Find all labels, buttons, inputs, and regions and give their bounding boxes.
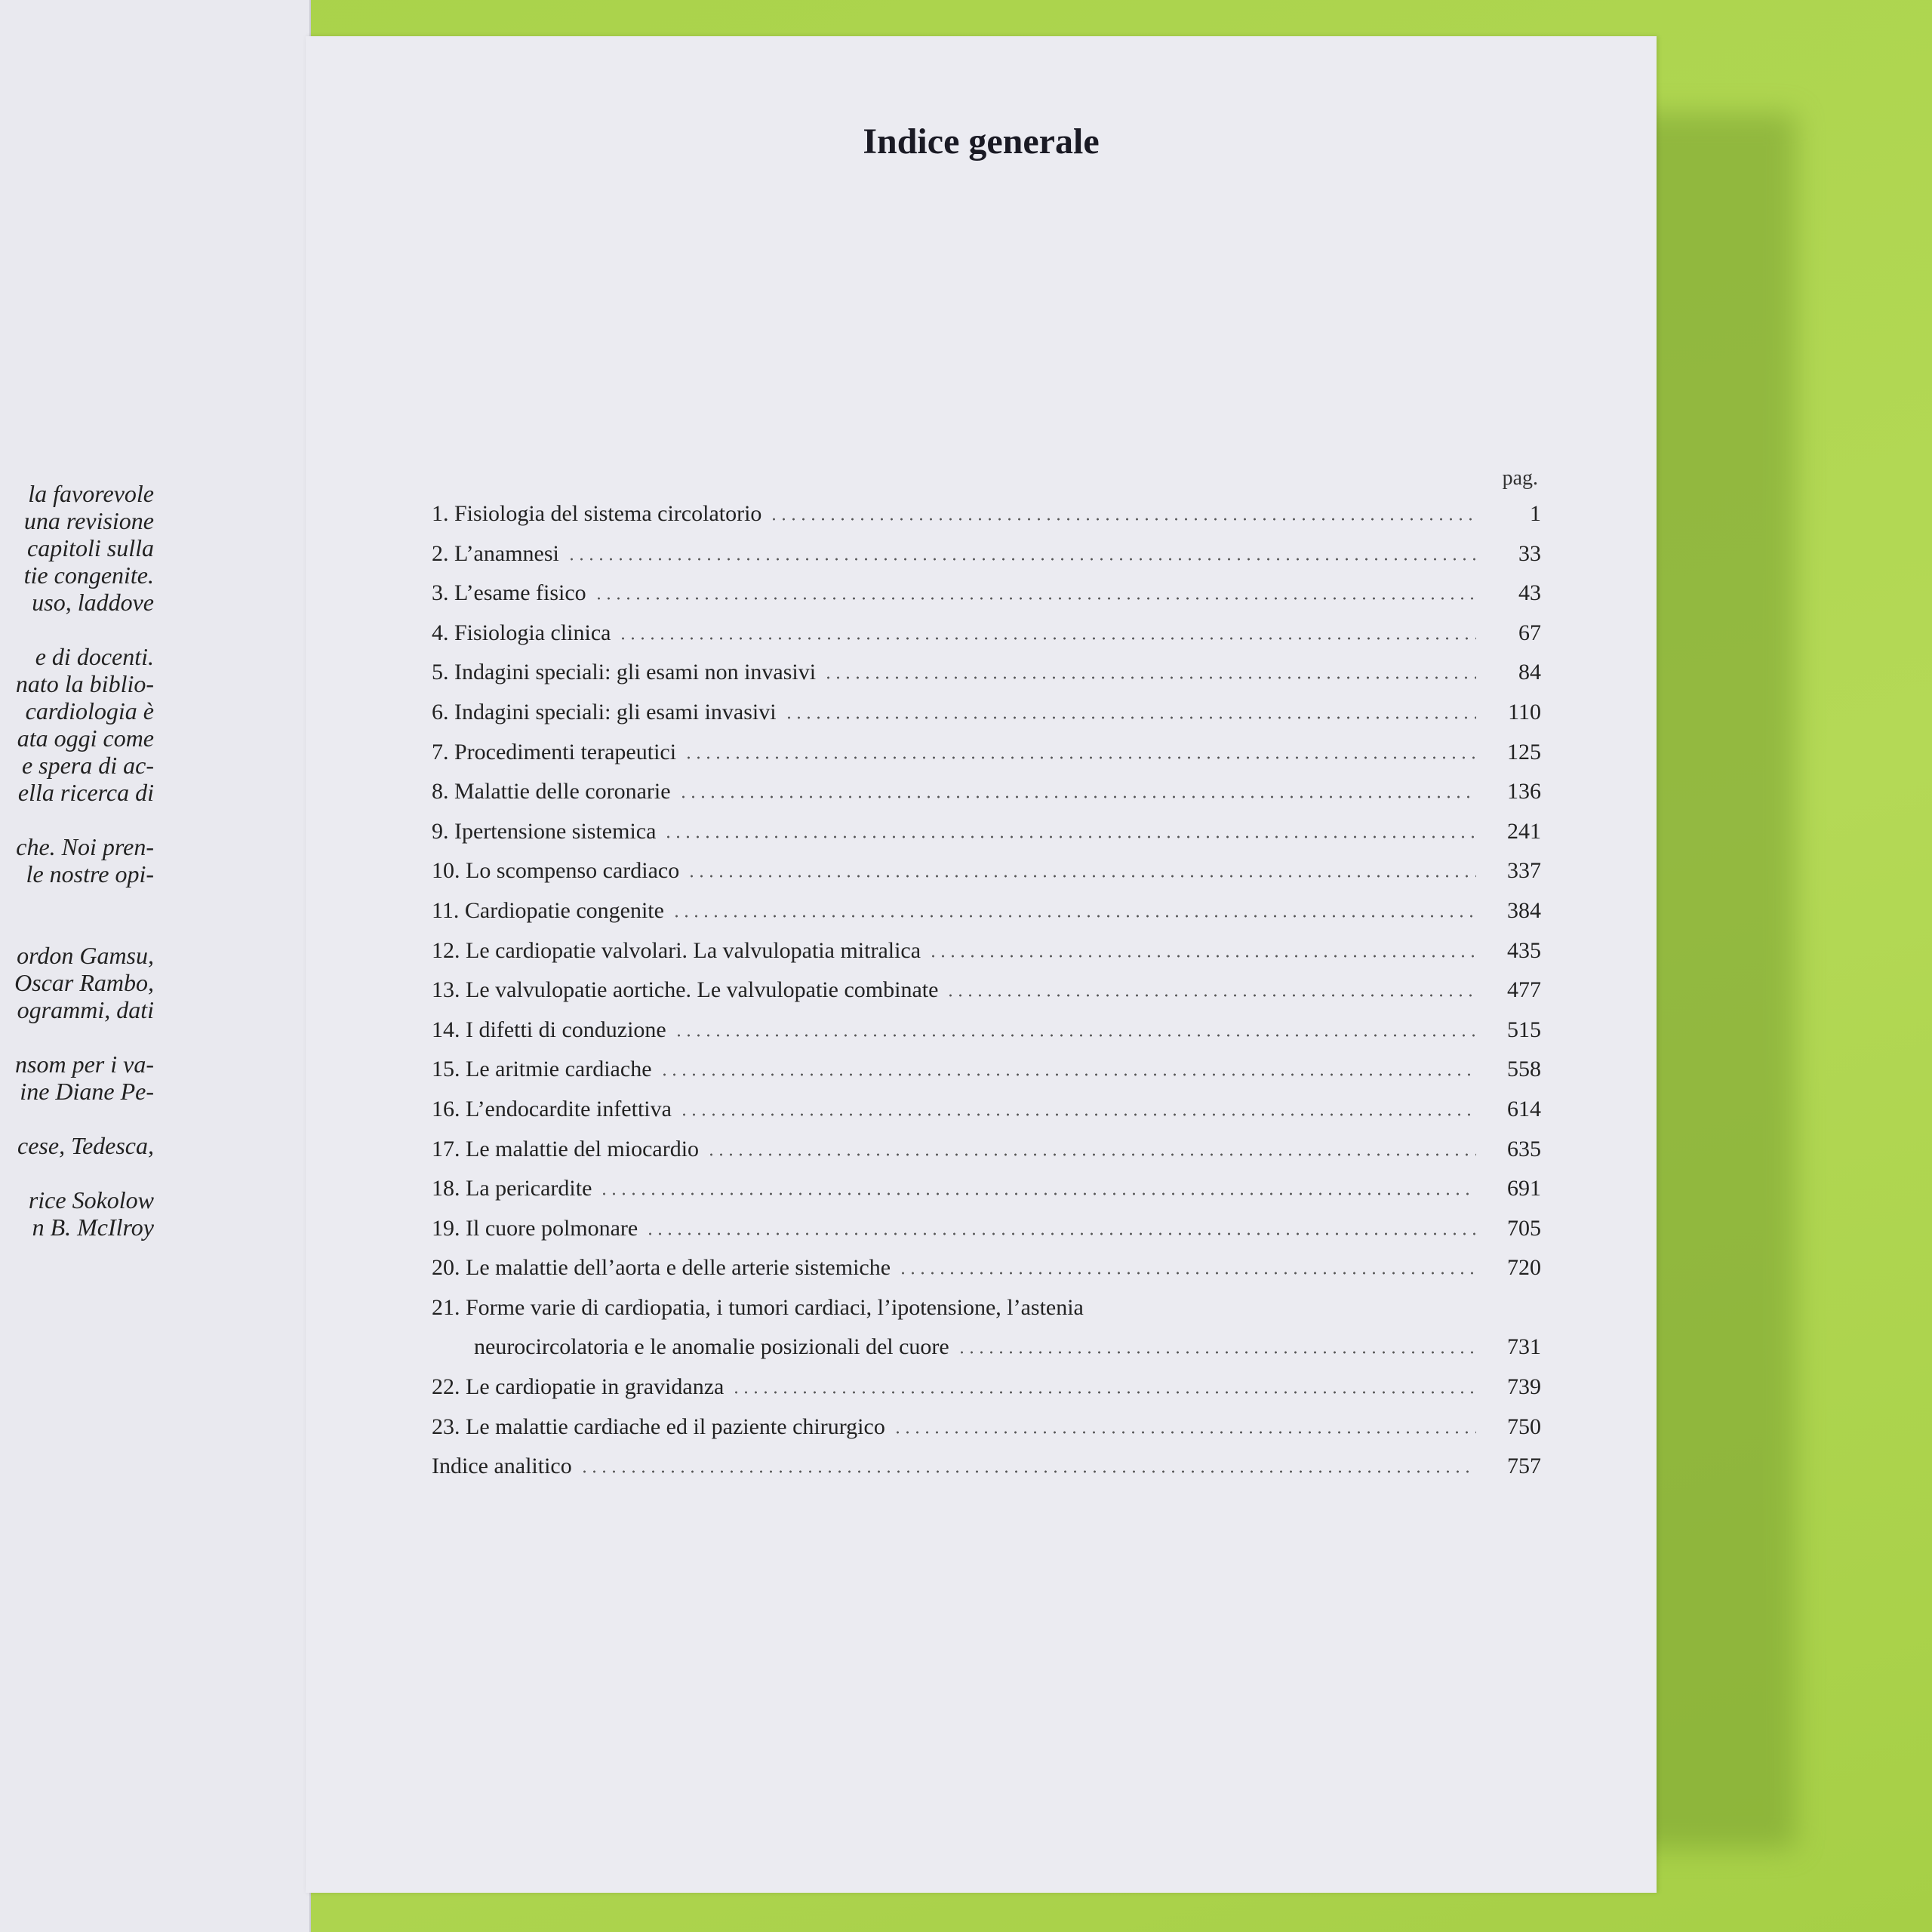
right-page <box>306 36 1657 1893</box>
left-page-line <box>14 888 154 915</box>
dot-leader <box>663 835 1476 838</box>
left-page-line: cese, Tedesca, <box>17 1132 154 1159</box>
toc-entry <box>432 938 1541 978</box>
toc-entry-label: 11. Cardiopatie congenite <box>432 897 664 923</box>
toc-entry-page: 739 <box>1507 1374 1541 1400</box>
toc-entry <box>432 1374 1541 1414</box>
toc-entry <box>432 819 1541 859</box>
dot-leader <box>674 1034 1476 1037</box>
toc-entry-label: 21. Forme varie di cardiopatia, i tumori cardiaci, l’ipotensione, l’astenia <box>432 1294 1084 1320</box>
toc-entry-label: 7. Procedimenti terapeutici <box>432 739 677 764</box>
toc-entry-label: 20. Le malattie dell’aorta e delle arterie sistemiche <box>432 1255 891 1281</box>
dot-leader <box>823 676 1476 679</box>
dot-leader <box>731 1391 1476 1394</box>
toc-entry-page: 705 <box>1507 1215 1541 1241</box>
toc-entry-page: 1 <box>1530 501 1541 526</box>
toc-entry-page: 384 <box>1507 897 1541 923</box>
left-page-line: nsom per i va- <box>15 1051 154 1078</box>
toc-entry <box>432 740 1541 780</box>
toc-entry <box>432 1216 1541 1256</box>
toc-entry-label: 10. Lo scompenso cardiaco <box>432 858 680 884</box>
toc-entry-label: 18. La pericardite <box>432 1176 592 1201</box>
toc-entry <box>432 1414 1541 1454</box>
page-title: Indice generale <box>863 122 1100 162</box>
left-page-line <box>14 1023 154 1051</box>
left-page-line: tie congenite. <box>23 561 154 589</box>
toc-entry-label: 8. Malattie delle coronarie <box>432 779 671 804</box>
toc-entry-page: 435 <box>1507 937 1541 963</box>
dot-leader <box>678 795 1476 798</box>
toc-entry-label: 19. Il cuore polmonare <box>432 1215 638 1241</box>
toc-entry-label: 2. L’anamnesi <box>432 540 559 566</box>
dot-leader <box>687 875 1476 878</box>
dot-leader <box>660 1073 1476 1076</box>
toc-entry-page: 614 <box>1507 1096 1541 1121</box>
left-page-line: ella ricerca di <box>17 779 154 806</box>
toc-entry-label: 17. Le malattie del miocardio <box>432 1136 700 1161</box>
toc-entry-label: 16. L’endocardite infettiva <box>432 1096 672 1121</box>
dot-leader <box>618 637 1476 640</box>
page-column-label: pag. <box>1502 466 1538 490</box>
left-page-line: una revisione <box>23 507 154 534</box>
left-page-line <box>14 1159 154 1186</box>
toc-entry-label: Indice analitico <box>432 1454 572 1479</box>
dot-leader <box>706 1153 1476 1156</box>
toc-entry <box>432 1255 1541 1295</box>
dot-leader <box>928 955 1476 958</box>
left-page-line: e spera di ac- <box>21 752 154 779</box>
toc-entry-label: 1. Fisiologia del sistema circolatorio <box>432 501 762 526</box>
left-page-line: ordon Gamsu, <box>17 942 154 969</box>
toc-entry-page: 33 <box>1518 540 1541 566</box>
dot-leader <box>594 597 1476 600</box>
toc-entry-page: 337 <box>1507 858 1541 884</box>
toc-entry <box>432 898 1541 938</box>
left-page-line <box>14 806 154 833</box>
toc-entry-label: 5. Indagini speciali: gli esami non invasivi <box>432 660 817 685</box>
toc-entry-page: 136 <box>1507 779 1541 804</box>
toc-entry <box>432 1295 1541 1335</box>
toc-entry <box>432 858 1541 898</box>
toc-entry-page: 477 <box>1507 977 1541 1003</box>
toc-entry <box>432 1137 1541 1177</box>
toc-entry <box>432 1454 1541 1494</box>
toc-entry-page: 558 <box>1507 1057 1541 1082</box>
left-page-line: uso, laddove <box>32 589 154 616</box>
toc-entry-page: 635 <box>1507 1136 1541 1161</box>
toc-entry <box>432 1176 1541 1216</box>
toc-entry-label: 15. Le aritmie cardiache <box>432 1057 652 1082</box>
left-page-line <box>14 616 154 643</box>
toc-entry-page: 515 <box>1507 1017 1541 1042</box>
left-page-line: nato la biblio- <box>15 670 154 697</box>
toc-entry-page: 691 <box>1507 1176 1541 1201</box>
toc-entry <box>432 1017 1541 1057</box>
dot-leader <box>672 915 1476 918</box>
dot-leader <box>645 1232 1476 1235</box>
toc-entry <box>432 660 1541 700</box>
toc-entry <box>432 779 1541 819</box>
toc-entry <box>432 541 1541 581</box>
toc-entry-label: 14. I difetti di conduzione <box>432 1017 666 1042</box>
dot-leader <box>957 1351 1476 1354</box>
toc-entry-continuation <box>432 1334 1541 1374</box>
toc-entry-label: 6. Indagini speciali: gli esami invasivi <box>432 699 777 724</box>
left-page-line: la favorevole <box>28 480 154 507</box>
left-page-line: ata oggi come <box>17 724 154 752</box>
dot-leader <box>567 558 1476 561</box>
left-page-line: rice Sokolow <box>28 1186 154 1214</box>
left-page-line: le nostre opi- <box>26 860 154 888</box>
left-page-line: ogrammi, dati <box>17 996 154 1023</box>
toc-entry-page: 84 <box>1518 660 1541 685</box>
toc-entry-label: neurocircolatoria e le anomalie posizionali del cuore <box>474 1334 949 1360</box>
left-page-line: capitoli sulla <box>27 534 154 561</box>
toc-entry <box>432 700 1541 740</box>
dot-leader <box>784 716 1476 719</box>
left-page-line: che. Noi pren- <box>16 833 154 860</box>
toc-entry-label: 3. L’esame fisico <box>432 580 586 606</box>
toc-entry-label: 23. Le malattie cardiache ed il paziente chirurgico <box>432 1414 885 1439</box>
left-page <box>0 0 311 1932</box>
toc-entry-label: 22. Le cardiopatie in gravidanza <box>432 1374 724 1400</box>
toc-entry <box>432 620 1541 660</box>
left-page-text <box>14 480 154 1241</box>
toc-entry-label: 13. Le valvulopatie aortiche. Le valvulopatie combinate <box>432 977 939 1003</box>
left-page-line: Oscar Rambo, <box>14 969 154 996</box>
toc-entry-page: 720 <box>1507 1255 1541 1281</box>
dot-leader <box>684 756 1476 759</box>
toc-entry-page: 750 <box>1507 1414 1541 1439</box>
toc-entry-page: 241 <box>1507 818 1541 844</box>
dot-leader <box>599 1192 1476 1195</box>
toc-entry-page: 757 <box>1507 1454 1541 1479</box>
dot-leader <box>679 1113 1476 1116</box>
dot-leader <box>898 1272 1476 1275</box>
toc-entry-label: 9. Ipertensione sistemica <box>432 818 657 844</box>
left-page-line: ine Diane Pe- <box>20 1078 154 1105</box>
dot-leader <box>580 1470 1476 1473</box>
left-page-line: cardiologia è <box>25 697 154 724</box>
toc-entry-page: 110 <box>1508 699 1541 724</box>
toc-entry <box>432 977 1541 1017</box>
toc-entry-label: 12. Le cardiopatie valvolari. La valvulopatia mitralica <box>432 937 921 963</box>
toc-entry <box>432 501 1541 541</box>
dot-leader <box>769 518 1476 521</box>
table-of-contents <box>432 501 1541 1494</box>
toc-entry-page: 125 <box>1507 739 1541 764</box>
toc-entry <box>432 1097 1541 1137</box>
toc-entry-page: 43 <box>1518 580 1541 606</box>
toc-entry-label: 4. Fisiologia clinica <box>432 620 611 645</box>
left-page-line <box>14 1105 154 1132</box>
dot-leader <box>893 1431 1476 1434</box>
toc-entry <box>432 580 1541 620</box>
dot-leader <box>946 994 1476 997</box>
toc-entry-page: 67 <box>1518 620 1541 645</box>
toc-entry-page: 731 <box>1507 1334 1541 1360</box>
left-page-line <box>14 915 154 942</box>
left-page-line: n B. McIlroy <box>32 1214 154 1241</box>
left-page-line: e di docenti. <box>35 643 154 670</box>
toc-entry <box>432 1057 1541 1097</box>
